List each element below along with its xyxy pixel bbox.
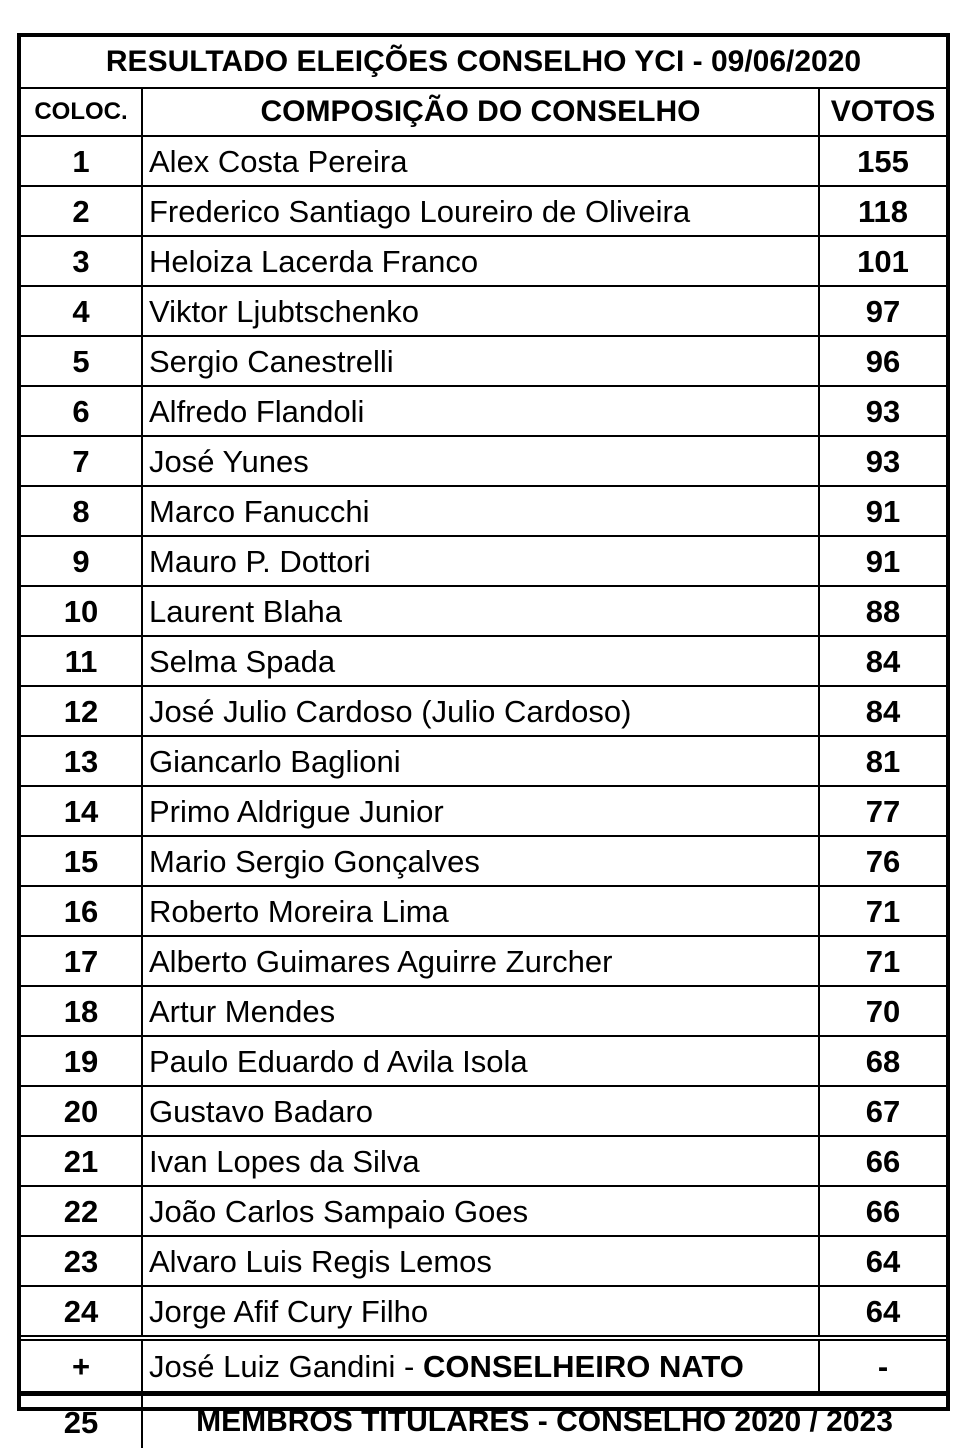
votes-cell: 71	[819, 936, 946, 986]
ex-officio-rank: +	[21, 1338, 142, 1394]
rank-cell: 1	[21, 136, 142, 186]
rank-cell: 11	[21, 636, 142, 686]
candidate-name: Viktor Ljubtschenko	[142, 286, 819, 336]
rank-cell: 24	[21, 1286, 142, 1338]
rank-cell: 9	[21, 536, 142, 586]
rank-cell: 19	[21, 1036, 142, 1086]
results-table-container	[17, 33, 950, 1411]
table-row	[21, 636, 946, 686]
rank-cell: 17	[21, 936, 142, 986]
table-title: RESULTADO ELEIÇÕES CONSELHO YCI - 09/06/2020	[21, 37, 946, 88]
ex-officio-name-cell	[142, 1338, 819, 1394]
table-row	[21, 686, 946, 736]
candidate-name: Paulo Eduardo d Avila Isola	[142, 1036, 819, 1086]
candidate-name: Heloiza Lacerda Franco	[142, 236, 819, 286]
rank-cell: 22	[21, 1186, 142, 1236]
rank-cell: 5	[21, 336, 142, 386]
votes-cell: 84	[819, 636, 946, 686]
candidate-name: Mario Sergio Gonçalves	[142, 836, 819, 886]
candidate-name: José Julio Cardoso (Julio Cardoso)	[142, 686, 819, 736]
candidate-name: José Yunes	[142, 436, 819, 486]
ex-officio-row	[21, 1338, 946, 1394]
rank-cell: 12	[21, 686, 142, 736]
candidate-name: Alex Costa Pereira	[142, 136, 819, 186]
votes-cell: 91	[819, 486, 946, 536]
table-row	[21, 886, 946, 936]
rank-cell: 4	[21, 286, 142, 336]
table-row	[21, 1036, 946, 1086]
candidate-name: Roberto Moreira Lima	[142, 886, 819, 936]
rank-header: COLOC.	[21, 88, 142, 136]
candidate-name: Alberto Guimares Aguirre Zurcher	[142, 936, 819, 986]
votes-cell: 67	[819, 1086, 946, 1136]
votes-cell: 64	[819, 1236, 946, 1286]
candidate-name: Alvaro Luis Regis Lemos	[142, 1236, 819, 1286]
table-row	[21, 1086, 946, 1136]
candidate-name: Selma Spada	[142, 636, 819, 686]
rank-cell: 7	[21, 436, 142, 486]
candidate-name: Giancarlo Baglioni	[142, 736, 819, 786]
table-row	[21, 436, 946, 486]
votes-cell: 93	[819, 436, 946, 486]
candidate-name: Sergio Canestrelli	[142, 336, 819, 386]
table-row	[21, 1286, 946, 1338]
title-row	[21, 37, 946, 88]
header-row	[21, 88, 946, 136]
table-row	[21, 236, 946, 286]
total-count: 25	[21, 1394, 142, 1448]
table-row	[21, 386, 946, 436]
candidate-name: Artur Mendes	[142, 986, 819, 1036]
rank-cell: 13	[21, 736, 142, 786]
candidate-name: Laurent Blaha	[142, 586, 819, 636]
votes-cell: 155	[819, 136, 946, 186]
rank-cell: 3	[21, 236, 142, 286]
table-row	[21, 536, 946, 586]
votes-cell: 76	[819, 836, 946, 886]
votes-cell: 68	[819, 1036, 946, 1086]
table-row	[21, 836, 946, 886]
rank-cell: 21	[21, 1136, 142, 1186]
rank-cell: 2	[21, 186, 142, 236]
candidate-name: João Carlos Sampaio Goes	[142, 1186, 819, 1236]
table-row	[21, 736, 946, 786]
ex-officio-name: José Luiz Gandini -	[149, 1349, 423, 1384]
rank-cell: 20	[21, 1086, 142, 1136]
results-table	[21, 37, 946, 1448]
votes-cell: 96	[819, 336, 946, 386]
candidate-name: Jorge Afif Cury Filho	[142, 1286, 819, 1338]
votes-cell: 70	[819, 986, 946, 1036]
votes-cell: 91	[819, 536, 946, 586]
table-row	[21, 336, 946, 386]
table-row	[21, 286, 946, 336]
ex-officio-role: CONSELHEIRO NATO	[423, 1349, 744, 1384]
table-row	[21, 186, 946, 236]
votes-cell: 101	[819, 236, 946, 286]
rank-cell: 6	[21, 386, 142, 436]
votes-cell: 66	[819, 1186, 946, 1236]
candidate-name: Ivan Lopes da Silva	[142, 1136, 819, 1186]
rank-cell: 18	[21, 986, 142, 1036]
rank-cell: 10	[21, 586, 142, 636]
rank-cell: 23	[21, 1236, 142, 1286]
votes-cell: 118	[819, 186, 946, 236]
table-row	[21, 136, 946, 186]
total-label: MEMBROS TITULARES - CONSELHO 2020 / 2023	[142, 1394, 946, 1448]
votes-cell: 84	[819, 686, 946, 736]
votes-cell: 64	[819, 1286, 946, 1338]
table-row	[21, 1186, 946, 1236]
votes-cell: 81	[819, 736, 946, 786]
candidate-name: Gustavo Badaro	[142, 1086, 819, 1136]
candidate-name: Mauro P. Dottori	[142, 536, 819, 586]
table-row	[21, 1136, 946, 1186]
votes-cell: 77	[819, 786, 946, 836]
rank-cell: 15	[21, 836, 142, 886]
candidate-name: Alfredo Flandoli	[142, 386, 819, 436]
name-header: COMPOSIÇÃO DO CONSELHO	[142, 88, 819, 136]
rank-cell: 8	[21, 486, 142, 536]
table-row	[21, 986, 946, 1036]
rank-cell: 16	[21, 886, 142, 936]
table-row	[21, 1236, 946, 1286]
votes-cell: 97	[819, 286, 946, 336]
candidate-name: Primo Aldrigue Junior	[142, 786, 819, 836]
votes-cell: 71	[819, 886, 946, 936]
votes-cell: 88	[819, 586, 946, 636]
candidate-name: Marco Fanucchi	[142, 486, 819, 536]
table-row	[21, 486, 946, 536]
table-row	[21, 586, 946, 636]
votes-header: VOTOS	[819, 88, 946, 136]
table-row	[21, 936, 946, 986]
votes-cell: 93	[819, 386, 946, 436]
table-row	[21, 786, 946, 836]
candidate-name: Frederico Santiago Loureiro de Oliveira	[142, 186, 819, 236]
votes-cell: 66	[819, 1136, 946, 1186]
rank-cell: 14	[21, 786, 142, 836]
ex-officio-votes: -	[819, 1338, 946, 1394]
